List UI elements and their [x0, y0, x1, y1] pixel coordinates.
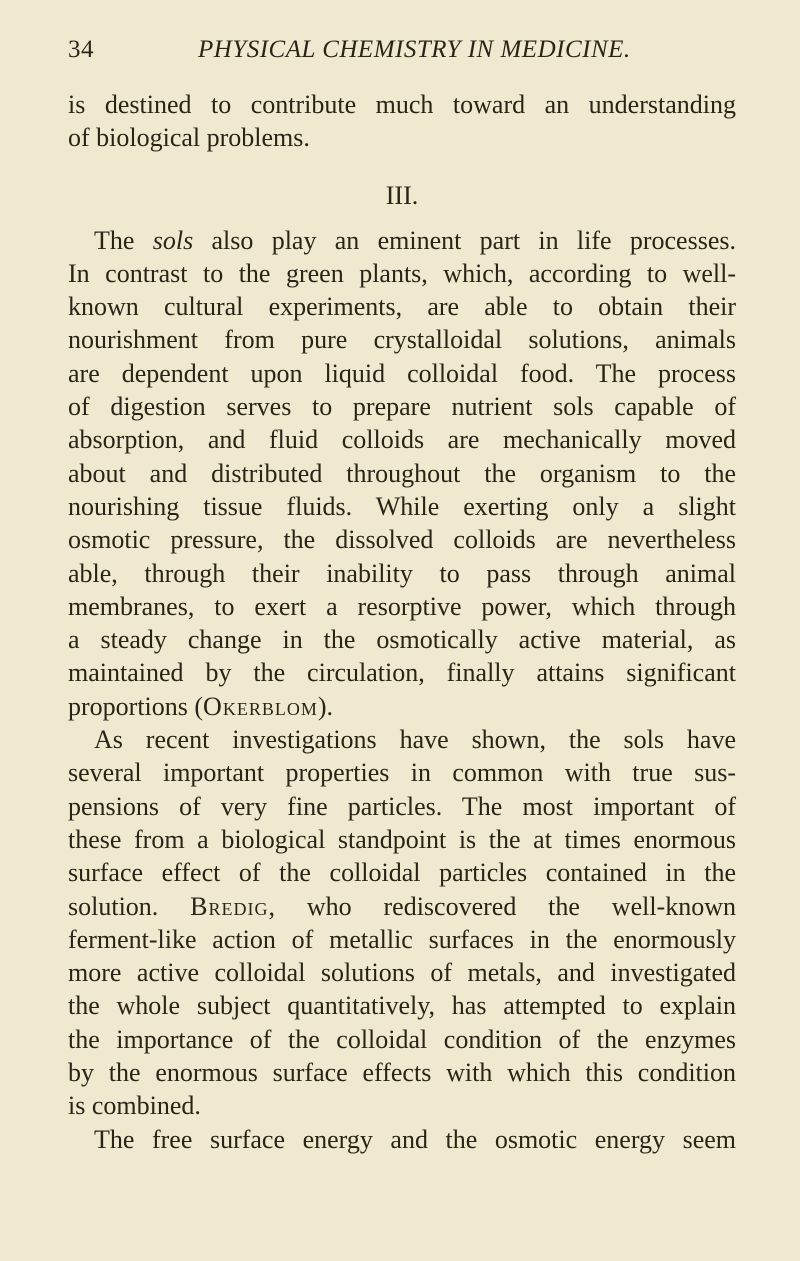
text-line: surface effect of the colloidal particles contained in the	[68, 858, 736, 888]
author-name: Bredig	[190, 891, 269, 921]
text-line: a steady change in the osmotically active material, as	[68, 625, 736, 655]
text-line: of digestion serves to prepare nutrient sols capable of	[68, 392, 736, 422]
text-line: As recent investigations have shown, the sols have	[94, 725, 736, 755]
text-line: ferment-like action of metallic surfaces in the enormously	[68, 924, 736, 954]
text-line: known cultural experiments, are able to obtain their	[68, 292, 736, 322]
text-line: membranes, to exert a resorptive power, which through	[68, 591, 736, 621]
text-line: is combined.	[68, 1091, 201, 1121]
author-name: Okerblom	[203, 691, 318, 721]
text-line: are dependent upon liquid colloidal food. The process	[68, 358, 736, 388]
running-title: PHYSICAL CHEMISTRY IN MEDICINE.	[198, 36, 631, 63]
text-fragment: , who rediscovered the well-known	[268, 891, 736, 921]
text-line	[68, 690, 736, 723]
text-line: maintained by the circulation, finally attains significant	[68, 658, 736, 688]
text-line	[68, 224, 736, 257]
text-line: nourishing tissue fluids. While exerting only a slight	[68, 491, 736, 521]
text-line: In contrast to the green plants, which, according to well-	[68, 258, 736, 288]
body-text	[68, 88, 736, 1156]
text-line: about and distributed throughout the organism to the	[68, 458, 736, 488]
text-line: these from a biological standpoint is the at times enormous	[68, 824, 736, 854]
text-line: the whole subject quantitatively, has attempted to explain	[68, 991, 736, 1021]
text-fragment: also play an eminent part in life processes.	[193, 225, 736, 255]
text-line: nourishment from pure crystalloidal solutions, animals	[68, 325, 736, 355]
text-line: pensions of very fine particles. The most important of	[68, 791, 736, 821]
text-line: is destined to contribute much toward an understanding	[68, 90, 736, 119]
text-line: of biological problems.	[68, 123, 310, 153]
text-fragment: ).	[317, 691, 333, 721]
text-fragment: proportions (	[68, 691, 204, 721]
page-number: 34	[68, 36, 94, 63]
text-line: The free surface energy and the osmotic energy seem	[94, 1124, 736, 1154]
text-line	[68, 890, 736, 923]
section-number: III.	[385, 180, 419, 210]
text-line: osmotic pressure, the dissolved colloids are nevertheless	[68, 525, 736, 555]
text-line: more active colloidal solutions of metals, and investigated	[68, 958, 736, 988]
italic-term: sols	[152, 225, 194, 255]
running-head	[68, 36, 738, 70]
text-line: the importance of the colloidal condition of the enzymes	[68, 1024, 736, 1054]
text-line: several important properties in common with true sus-	[68, 758, 736, 788]
text-line: by the enormous surface effects with which this condition	[68, 1058, 736, 1088]
text-line: able, through their inability to pass through animal	[68, 558, 736, 588]
text-fragment: The	[94, 225, 153, 255]
text-line: absorption, and fluid colloids are mechanically moved	[68, 425, 736, 455]
text-fragment: solution.	[68, 891, 191, 921]
